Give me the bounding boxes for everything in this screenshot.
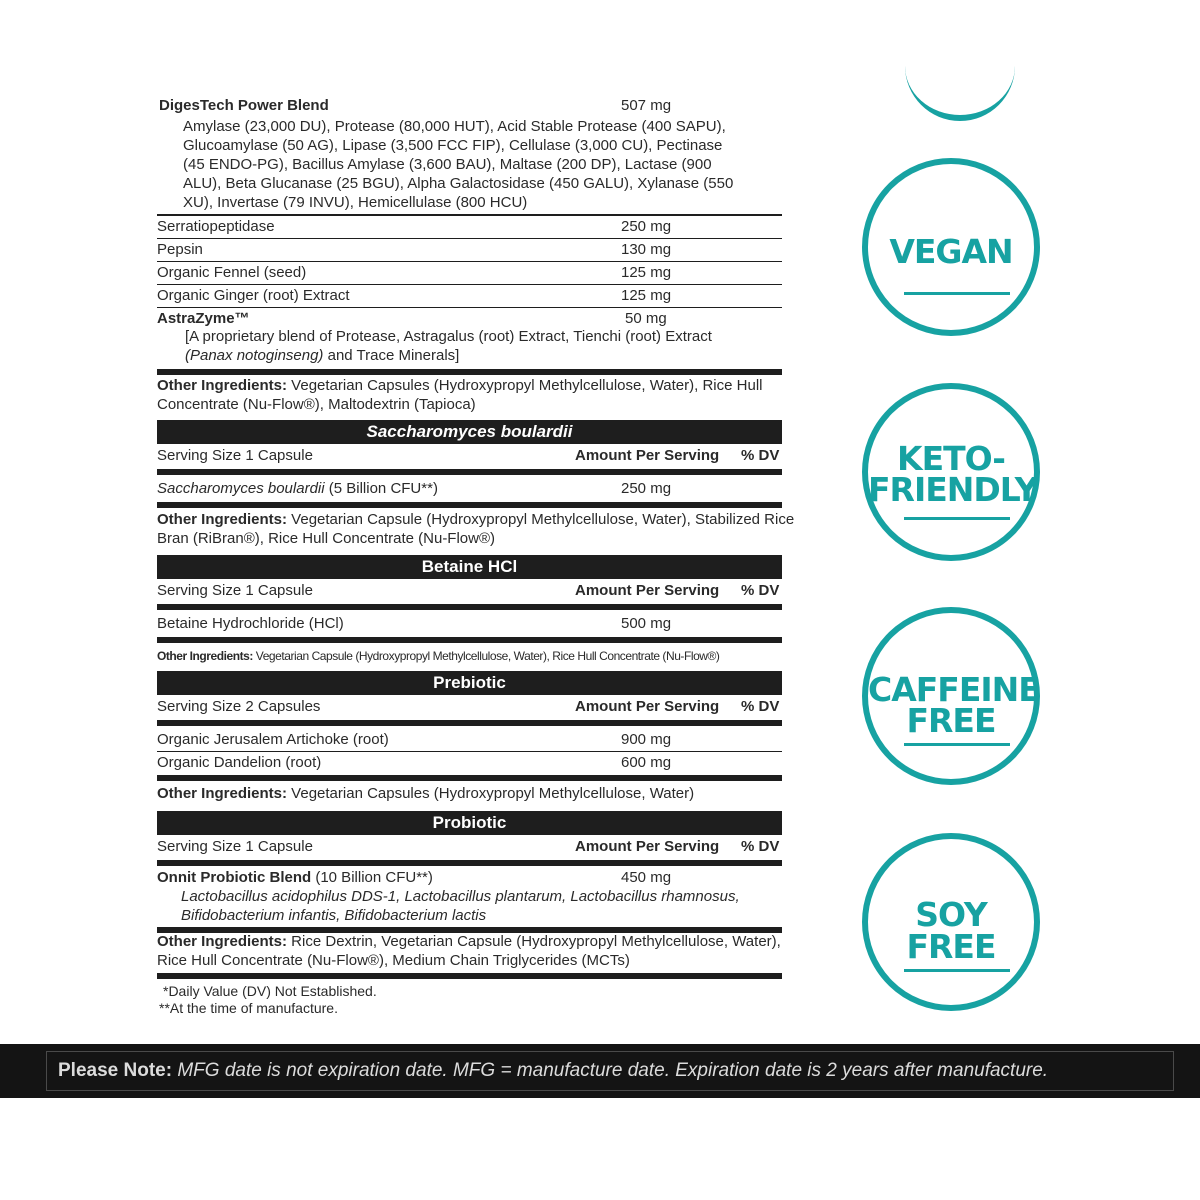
other-ingredients-2: Bran (RiBran®), Rice Hull Concentrate (Nu-Flow®) [157,530,496,547]
other-ingredients: Other Ingredients: Vegetarian Capsule (Hydroxypropyl Methylcellulose, Water), Stabilized Rice [157,511,795,528]
blend-amount: 507 mg [621,97,672,114]
dv-label: % DV [741,698,780,715]
amount-per-serving-label: Amount Per Serving [575,582,720,599]
thick-divider [157,469,782,475]
amount-per-serving-label: Amount Per Serving [575,838,720,855]
blend-line: ALU), Beta Glucanase (25 BGU), Alpha Galactosidase (450 GALU), Xylanase (550 [183,175,734,192]
ingredient-amount: 900 mg [621,731,672,748]
note-banner [0,1044,1200,1098]
keto-label: KETO- [897,439,1005,478]
ingredient-amount: 250 mg [621,218,672,235]
amount-per-serving-label: Amount Per Serving [575,447,720,464]
astrazyme-amount: 50 mg [625,310,667,327]
divider [157,261,782,262]
section-header-probiotic: Probiotic [157,811,782,835]
strain-list: Lactobacillus acidophilus DDS-1, Lactobacillus plantarum, Lactobacillus rhamnosus, [181,888,740,905]
other-ingredients: Other Ingredients: Vegetarian Capsules (Hydroxypropyl Methylcellulose, Water), Rice Hull [157,377,763,394]
footnote-manufacture: **At the time of manufacture. [159,1000,338,1016]
ingredient-name: Organic Fennel (seed) [157,264,307,281]
divider [157,307,782,308]
note-label: Please Note: [58,1060,173,1081]
strain-list-2: Bifidobacterium infantis, Bifidobacterium lactis [181,907,487,924]
serving-size: Serving Size 1 Capsule [157,838,313,855]
other-ingredients-2: Concentrate (Nu-Flow®), Maltodextrin (Tapioca) [157,396,476,413]
serving-size: Serving Size 1 Capsule [157,582,313,599]
probiotic-blend: Onnit Probiotic Blend (10 Billion CFU**) [157,869,433,886]
ingredient-name: Organic Dandelion (root) [157,754,322,771]
other-ingredients: Other Ingredients: Rice Dextrin, Vegetarian Capsule (Hydroxypropyl Methylcellulose, Water), [157,933,781,950]
ingredient-name: Pepsin [157,241,203,258]
ingredient-amount: 250 mg [621,480,672,497]
soy-label: SOY [915,895,987,934]
astrazyme-name: AstraZyme™ [157,310,250,327]
other-ingredients: Other Ingredients: Vegetarian Capsule (Hydroxypropyl Methylcellulose, Water), Rice Hull Concentrate (Nu-Flow®) [157,649,720,663]
thick-divider [157,637,782,643]
thick-divider [157,369,782,375]
thick-divider [157,973,782,979]
badge-underline [904,743,1010,746]
badge-underline [904,517,1010,520]
blend-line: Glucoamylase (50 AG), Lipase (3,500 FCC FIP), Cellulase (3,000 CU), Pectinase [183,137,723,154]
divider [157,284,782,285]
astrazyme-desc: [A proprietary blend of Protease, Astragalus (root) Extract, Tienchi (root) Extract [185,328,712,345]
free-label: FREE [906,701,996,740]
ingredient-amount: 125 mg [621,264,672,281]
dv-label: % DV [741,447,780,464]
soy-free-badge [862,833,1040,1011]
caffeine-label: CAFFEINE [868,670,1040,709]
ingredient-amount: 130 mg [621,241,672,258]
section-header-prebiotic: Prebiotic [157,671,782,695]
dv-label: % DV [741,582,780,599]
note-message: MFG date is not expiration date. MFG = manufacture date. Expiration date is 2 years after manufacture. [177,1060,1049,1081]
ingredient-amount: 450 mg [621,869,672,886]
note-box [46,1051,1174,1091]
thick-divider [157,604,782,610]
ingredient-name: Organic Jerusalem Artichoke (root) [157,731,389,748]
section-header-saccharomyces: Saccharomyces boulardii [157,420,782,444]
blend-line: Amylase (23,000 DU), Protease (80,000 HUT), Acid Stable Protease (400 SAPU), [183,118,726,135]
free-label: FREE [906,927,996,966]
dv-label: % DV [741,838,780,855]
divider [157,751,782,752]
footnote-dv: *Daily Value (DV) Not Established. [163,983,377,999]
ingredient-amount: 125 mg [621,287,672,304]
vegan-label: VEGAN [889,232,1013,271]
friendly-label: FRIENDLY [868,470,1038,509]
divider [157,214,782,216]
ingredient-amount: 600 mg [621,754,672,771]
partial-badge [905,60,1015,121]
ingredient-name: Organic Ginger (root) Extract [157,287,350,304]
thick-divider [157,775,782,781]
serving-size: Serving Size 2 Capsules [157,698,321,715]
blend-name: DigesTech Power Blend [159,97,329,114]
thick-divider [157,720,782,726]
vegan-badge [862,158,1040,336]
keto-friendly-badge [862,383,1040,561]
ingredient-name: Saccharomyces boulardii (5 Billion CFU**) [157,480,438,497]
badge-underline [904,969,1010,972]
blend-line: (45 ENDO-PG), Bacillus Amylase (3,600 BAU), Maltase (200 DP), Lactase (900 [183,156,712,173]
serving-size: Serving Size 1 Capsule [157,447,313,464]
thick-divider [157,502,782,508]
other-ingredients: Other Ingredients: Vegetarian Capsules (Hydroxypropyl Methylcellulose, Water) [157,785,695,802]
ingredient-name: Betaine Hydrochloride (HCl) [157,615,344,632]
badge-underline [904,292,1010,295]
thick-divider [157,860,782,866]
astrazyme-desc-2: (Panax notoginseng) and Trace Minerals] [185,347,460,364]
ingredient-name: Serratiopeptidase [157,218,275,235]
blend-line: XU), Invertase (79 INVU), Hemicellulase (800 HCU) [183,194,528,211]
section-header-betaine: Betaine HCl [157,555,782,579]
other-ingredients-2: Rice Hull Concentrate (Nu-Flow®), Medium Chain Triglycerides (MCTs) [157,952,630,969]
divider [157,238,782,239]
ingredient-amount: 500 mg [621,615,672,632]
amount-per-serving-label: Amount Per Serving [575,698,720,715]
caffeine-free-badge [862,607,1040,785]
